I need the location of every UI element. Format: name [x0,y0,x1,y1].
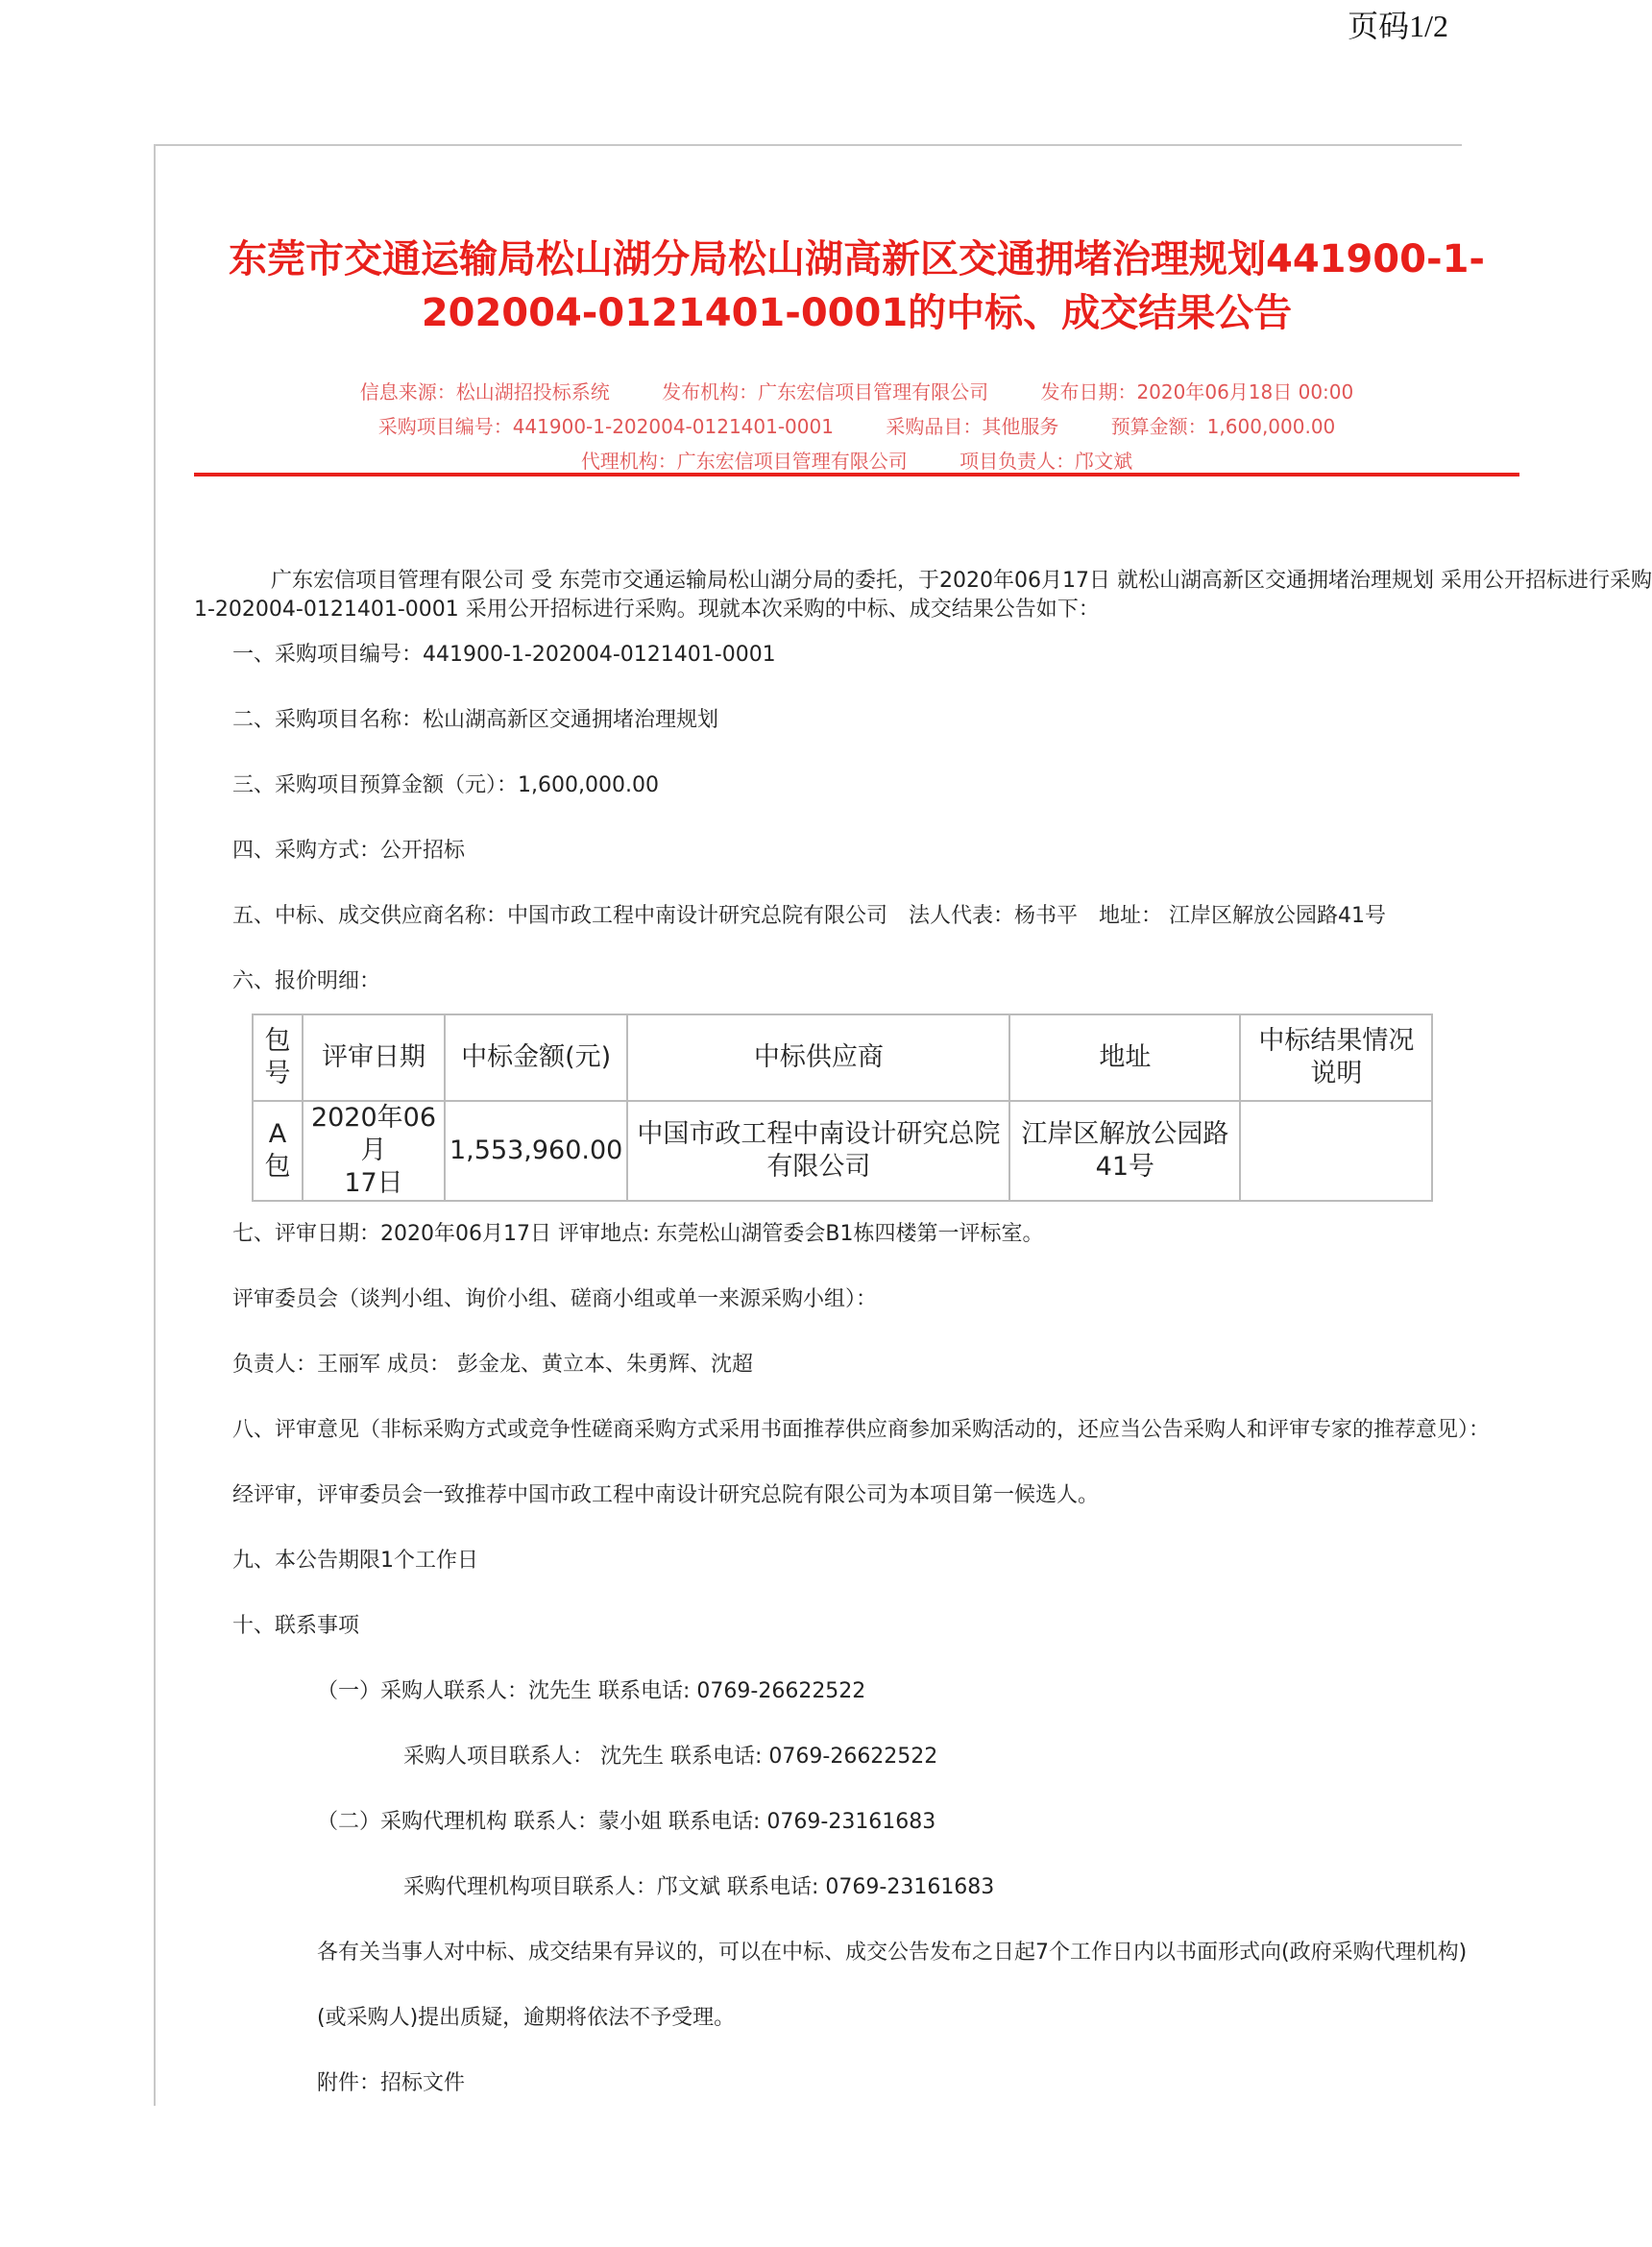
title-divider [194,473,1519,476]
header-date: 评审日期 [303,1014,445,1101]
section-10-heading: 十、联系事项 [232,1614,360,1638]
meta-publisher: 发布机构：广东宏信项目管理有限公司 [662,380,989,403]
contact-purchaser: （一）采购人联系人：沈先生 联系电话: 0769-26622522 [317,1679,866,1703]
item-6: 六、报价明细： [232,969,381,993]
header-supplier: 中标供应商 [627,1014,1009,1101]
table-row [253,1101,1432,1201]
table-header-row [253,1014,1432,1101]
section-8-line-2: 经评审，评审委员会一致推荐中国市政工程中南设计研究总院有限公司为本项目第一候选人。 [232,1483,1100,1507]
page-title [194,232,1519,340]
title-line-1: 东莞市交通运输局松山湖分局松山湖高新区交通拥堵治理规划441900-1- [228,237,1486,281]
header-address: 地址 [1009,1014,1240,1101]
meta-source: 信息来源：松山湖招投标系统 [359,380,610,403]
cell-amount: 1,553,960.00 [445,1101,627,1201]
item-1: 一、采购项目编号：441900-1-202004-0121401-0001 [232,643,776,667]
header-package: 包 号 [253,1014,303,1101]
item-2: 二、采购项目名称：松山湖高新区交通拥堵治理规划 [232,708,719,732]
attachment-link[interactable]: 附件：招标文件 [317,2071,466,2095]
meta-project-lead: 项目负责人：邝文斌 [960,450,1133,473]
contact-purchaser-project: 采购人项目联系人： 沈先生 联系电话: 0769-26622522 [403,1745,938,1769]
meta-agency: 代理机构：广东宏信项目管理有限公司 [580,450,908,473]
intro-line-1: 广东宏信项目管理有限公司 受 东莞市交通运输局松山湖分局的委托，于2020年06月17日 就松山湖高新区交通拥堵治理规划 采用公开招标进行采购 [271,569,1652,593]
meta-row-1 [194,377,1519,404]
objection-notice-line-1: 各有关当事人对中标、成交结果有异议的，可以在中标、成交公告发布之日起7个工作日内以书面形式向(政府采购代理机构) [317,1941,1468,1965]
section-7-line-2: 评审委员会（谈判小组、询价小组、磋商小组或单一来源采购小组）： [232,1287,878,1311]
cell-result-note [1240,1101,1432,1201]
cell-package: A包 [253,1101,303,1201]
objection-notice-line-2: (或采购人)提出质疑，逾期将依法不予受理。 [317,2006,736,2030]
bid-result-table [252,1014,1433,1202]
item-3: 三、采购项目预算金额（元）：1,600,000.00 [232,773,659,797]
meta-project-number: 采购项目编号：441900-1-202004-0121401-0001 [377,415,834,438]
cell-date: 2020年06月 17日 [303,1101,445,1201]
cell-address: 江岸区解放公园路 41号 [1009,1101,1240,1201]
meta-budget: 预算金额：1,600,000.00 [1110,415,1336,438]
header-result-note: 中标结果情况 说明 [1240,1014,1432,1101]
cell-supplier: 中国市政工程中南设计研究总院 有限公司 [627,1101,1009,1201]
section-8-line-1: 八、评审意见（非标采购方式或竞争性磋商采购方式采用书面推荐供应商参加采购活动的，还应当公告采购人和评审专家的推荐意见）： [232,1418,1491,1442]
document-frame [154,144,1652,2106]
intro-line-2: 1-202004-0121401-0001 采用公开招标进行采购。现就本次采购的中标、成交结果公告如下： [194,598,1100,622]
section-9: 九、本公告期限1个工作日 [232,1549,478,1573]
contact-agency-project: 采购代理机构项目联系人：邝文斌 联系电话: 0769-23161683 [403,1875,995,1899]
meta-category: 采购品目：其他服务 [886,415,1059,438]
item-4: 四、采购方式：公开招标 [232,839,466,863]
section-7-line-1: 七、评审日期：2020年06月17日 评审地点: 东莞松山湖管委会B1栋四楼第一评标室。 [232,1222,1044,1246]
page-number: 页码1/2 [1348,9,1448,43]
title-line-2: 202004-0121401-0001的中标、成交结果公告 [421,291,1293,335]
meta-row-2 [194,411,1519,439]
meta-publish-date: 发布日期：2020年06月18日 00:00 [1040,380,1354,403]
meta-row-3 [194,446,1519,474]
header-amount: 中标金额(元) [445,1014,627,1101]
item-5: 五、中标、成交供应商名称：中国市政工程中南设计研究总院有限公司 法人代表：杨书平 地址： 江岸区解放公园路41号 [232,904,1386,928]
section-7-line-3: 负责人：王丽军 成员： 彭金龙、黄立本、朱勇辉、沈超 [232,1353,753,1377]
contact-agency: （二）采购代理机构 联系人：蒙小姐 联系电话: 0769-23161683 [317,1810,936,1834]
